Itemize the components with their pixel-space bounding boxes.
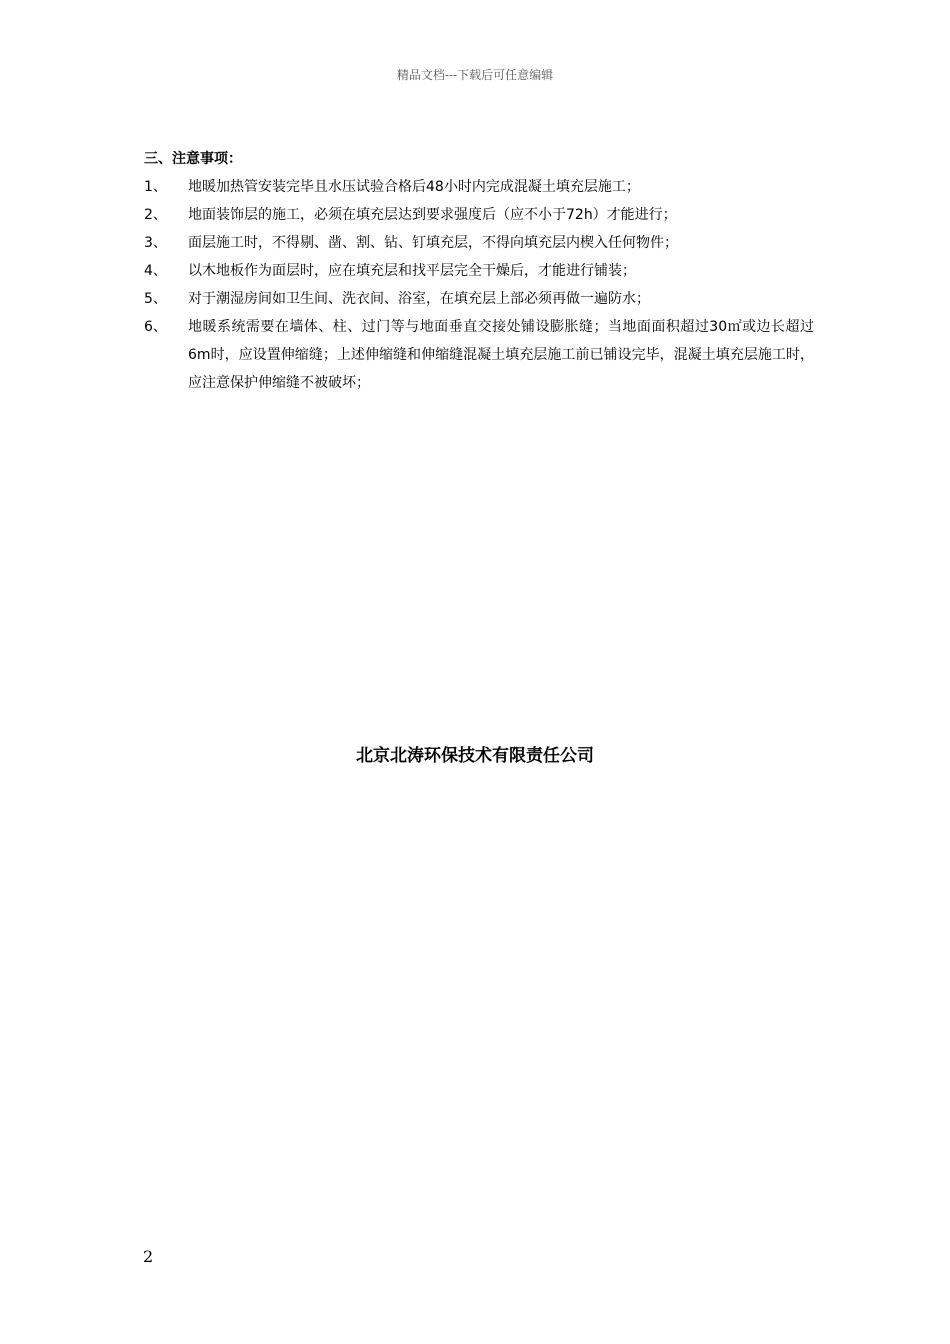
note-item xyxy=(144,173,814,201)
note-item xyxy=(144,313,814,397)
page-number: 2 xyxy=(143,1247,154,1266)
note-text: 地暖系统需要在墙体、柱、过门等与地面垂直交接处铺设膨胀缝；当地面面积超过30㎡或边长超过6m时，应设置伸缩缝；上述伸缩缝和伸缩缝混凝土填充层施工前已铺设完毕，混凝土填充层施工时，应注意保护伸缩缝不被破坏； xyxy=(188,319,814,391)
note-text: 地面装饰层的施工，必须在填充层达到要求强度后（应不小于72h）才能进行； xyxy=(188,207,677,223)
note-number: 3、 xyxy=(144,235,167,251)
note-text: 对于潮湿房间如卫生间、洗衣间、浴室，在填充层上部必须再做一遍防水； xyxy=(188,291,650,307)
note-text: 以木地板作为面层时，应在填充层和找平层完全干燥后，才能进行铺装； xyxy=(188,263,636,279)
company-name: 北京北涛环保技术有限责任公司 xyxy=(356,746,594,766)
note-number: 1、 xyxy=(144,179,167,195)
note-number: 6、 xyxy=(144,319,167,335)
note-text: 地暖加热管安装完毕且水压试验合格后48小时内完成混凝土填充层施工； xyxy=(188,179,640,195)
note-text: 面层施工时，不得剔、凿、割、钻、钉填充层，不得向填充层内楔入任何物件； xyxy=(188,235,678,251)
note-number: 5、 xyxy=(144,291,167,307)
note-item xyxy=(144,285,814,313)
note-number: 4、 xyxy=(144,263,167,279)
page-header: 精品文档---下载后可任意编辑 xyxy=(396,68,554,82)
note-item xyxy=(144,257,814,285)
notes-list xyxy=(144,173,814,397)
note-item xyxy=(144,229,814,257)
note-item xyxy=(144,201,814,229)
section-title: 三、注意事项： xyxy=(144,151,242,167)
note-number: 2、 xyxy=(144,207,167,223)
